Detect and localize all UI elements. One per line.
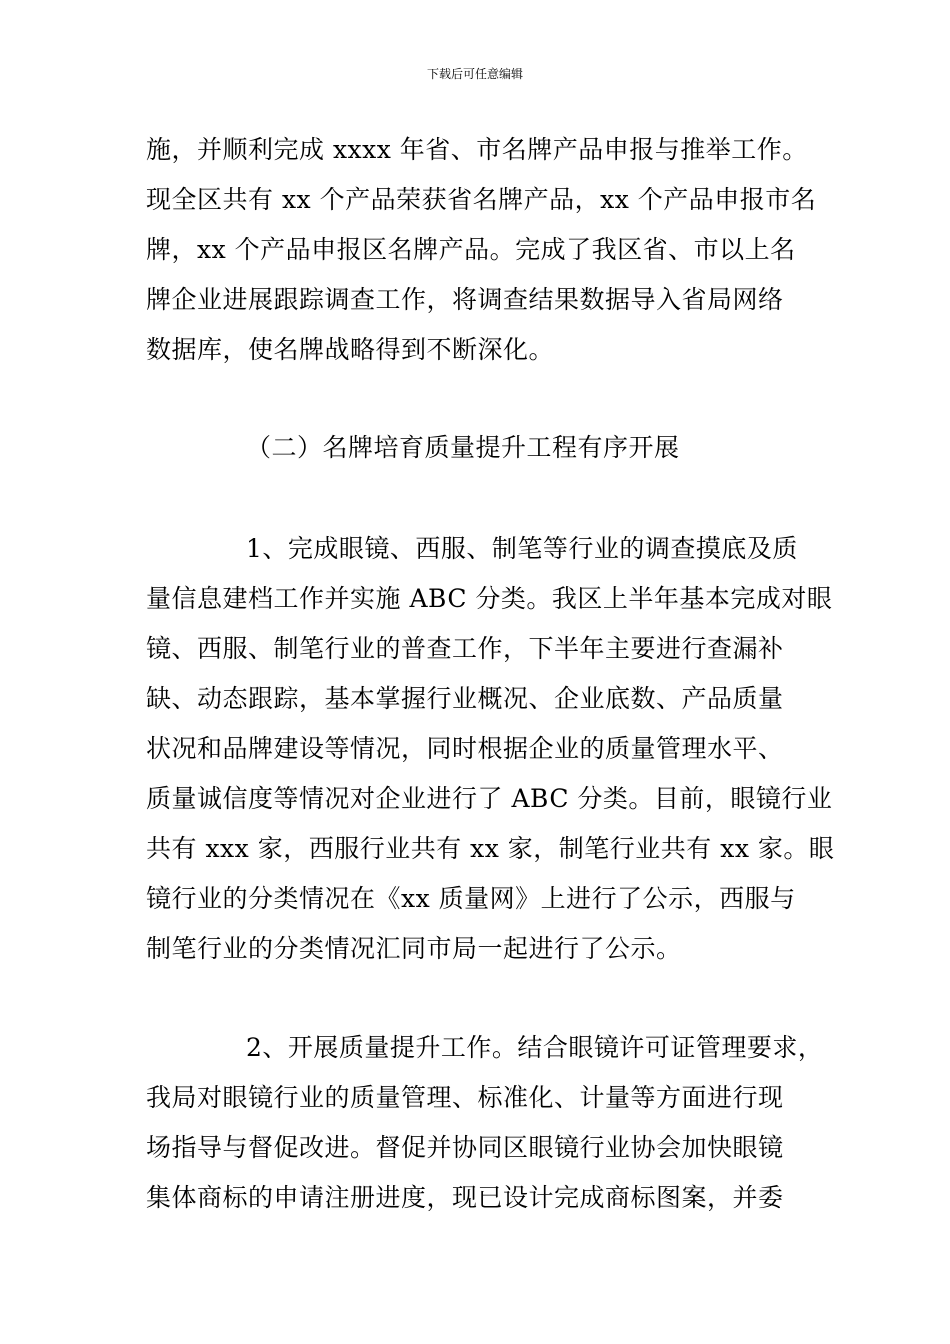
body-line: 2、开展质量提升工作。结合眼镜许可证管理要求，	[246, 1033, 824, 1062]
body-line: 场指导与督促改进。督促并协同区眼镜行业协会加快眼镜	[146, 1133, 784, 1162]
body-line: 我局对眼镜行业的质量管理、标准化、计量等方面进行现	[146, 1083, 784, 1112]
body-line: 牌，xx 个产品申报区名牌产品。完成了我区省、市以上名	[146, 235, 796, 264]
page-header: 下载后可任意编辑	[426, 67, 523, 81]
body-line: 集体商标的申请注册进度，现已设计完成商标图案，并委	[146, 1183, 784, 1212]
section-heading: （二）名牌培育质量提升工程有序开展	[246, 433, 680, 462]
body-line: 状况和品牌建设等情况，同时根据企业的质量管理水平、	[146, 734, 784, 763]
body-line: 1、完成眼镜、西服、制笔等行业的调查摸底及质	[246, 534, 798, 563]
body-line: 牌企业进展跟踪调查工作，将调查结果数据导入省局网络	[146, 285, 784, 314]
body-line: 缺、动态跟踪，基本掌握行业概况、企业底数、产品质量	[146, 684, 784, 713]
body-line: 量信息建档工作并实施 ABC 分类。我区上半年基本完成对眼	[146, 584, 833, 613]
body-line: 镜行业的分类情况在《xx 质量网》上进行了公示，西服与	[146, 884, 796, 913]
body-line: 共有 xxx 家，西服行业共有 xx 家，制笔行业共有 xx 家。眼	[146, 834, 835, 863]
body-line: 现全区共有 xx 个产品荣获省名牌产品，xx 个产品申报市名	[146, 185, 817, 214]
body-line: 镜、西服、制笔行业的普查工作，下半年主要进行查漏补	[146, 634, 784, 663]
body-line: 数据库，使名牌战略得到不断深化。	[146, 335, 555, 364]
body-line: 制笔行业的分类情况汇同市局一起进行了公示。	[146, 934, 682, 963]
body-line: 施，并顺利完成 xxxx 年省、市名牌产品申报与推举工作。	[146, 135, 808, 164]
body-line: 质量诚信度等情况对企业进行了 ABC 分类。目前，眼镜行业	[146, 784, 833, 813]
